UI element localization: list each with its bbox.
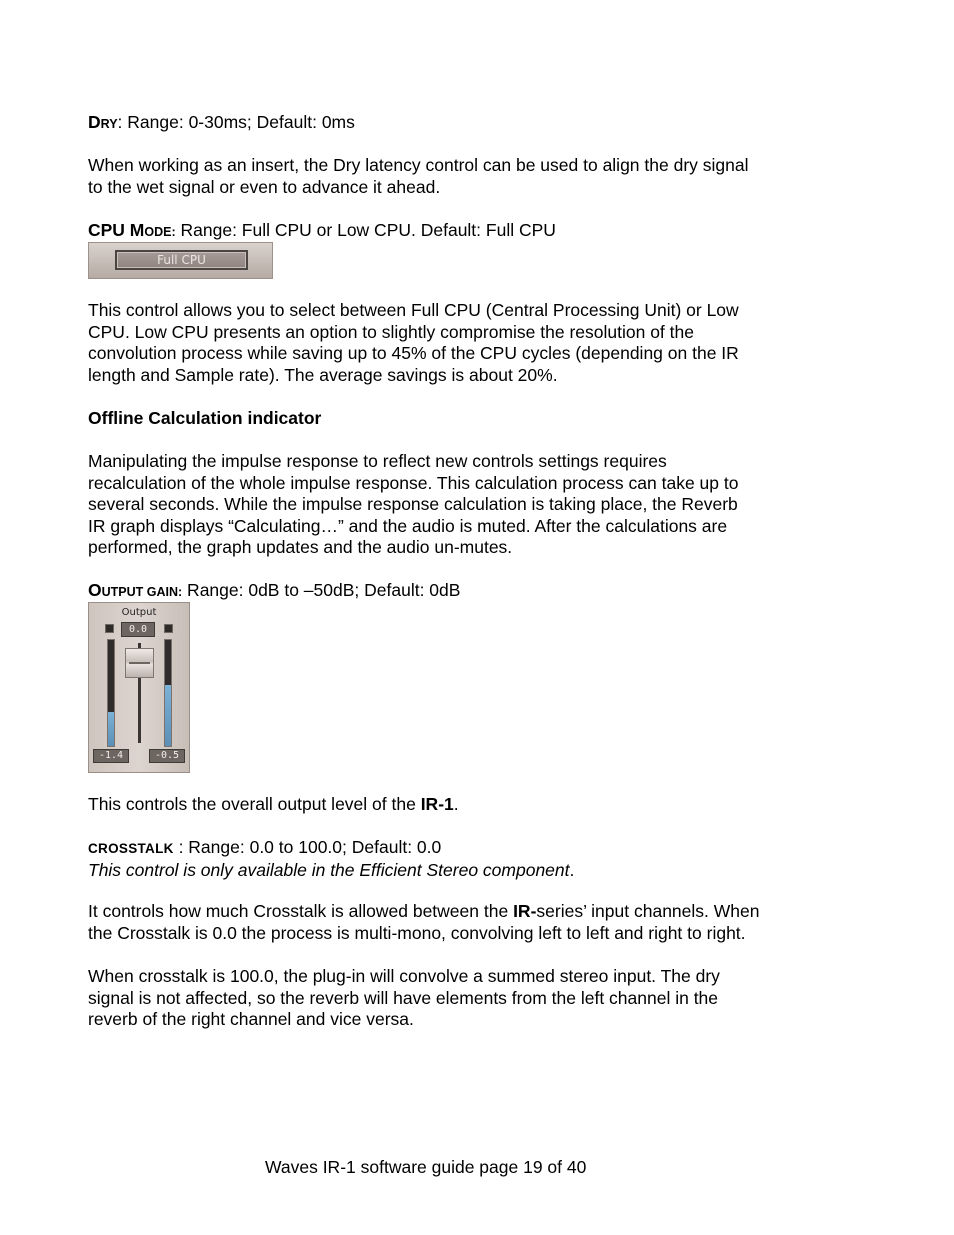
cpu-mode-range: Range: Full CPU or Low CPU. Default: Full CPU <box>175 220 556 240</box>
cpu-mode-heading-b: ODE: <box>144 225 176 239</box>
output-desc-bold: IR-1 <box>420 794 454 814</box>
right-meter-fill <box>165 685 171 746</box>
output-desc-pre: This controls the overall output level of the <box>88 794 421 814</box>
crosstalk-desc1-pre: It controls how much Crosstalk is allowed between the <box>88 901 514 921</box>
crosstalk-desc2-line: signal is not affected, so the reverb will have elements from the left channel in the <box>88 987 719 1008</box>
offline-desc-line: recalculation of the whole impulse response. This calculation process can take up to <box>88 472 739 493</box>
right-level-meter <box>164 639 172 747</box>
cpu-desc-line: length and Sample rate). The average savings is about 20%. <box>88 364 558 385</box>
output-gain-range: Range: 0dB to –50dB; Default: 0dB <box>182 580 461 600</box>
cpu-desc-line: convolution process while saving up to 45% of the CPU cycles (depending on the IR <box>88 343 739 363</box>
left-level-meter <box>107 639 115 747</box>
cpu-mode-control-image <box>88 242 273 279</box>
dry-desc-line-1: When working as an insert, the Dry latency control can be used to align the dry signal <box>88 155 749 175</box>
left-meter-fill <box>108 712 114 746</box>
right-clip-indicator[interactable] <box>164 624 173 633</box>
cpu-mode-heading-line <box>88 220 818 244</box>
crosstalk-desc1-post: series’ input channels. When <box>536 901 760 921</box>
crosstalk-desc2-line: reverb of the right channel and vice versa. <box>88 1009 414 1029</box>
crosstalk-range: : Range: 0.0 to 100.0; Default: 0.0 <box>173 837 442 857</box>
cpu-desc-line: This control allows you to select between Full CPU (Central Processing Unit) or Low <box>88 300 739 320</box>
dry-description <box>88 155 818 198</box>
crosstalk-description-1 <box>88 901 818 944</box>
crosstalk-heading-line <box>88 837 818 881</box>
crosstalk-note-end: . <box>569 859 575 880</box>
output-gain-heading-line <box>88 580 818 604</box>
cpu-mode-button[interactable]: Full CPU <box>115 250 248 270</box>
crosstalk-desc1-bold: IR- <box>513 901 537 921</box>
left-peak-readout[interactable]: -1.4 <box>93 749 129 763</box>
offline-description <box>88 451 818 559</box>
dry-desc-line-2: to the wet signal or even to advance it ahead. <box>88 176 441 197</box>
crosstalk-heading: CROSSTALK <box>88 841 174 856</box>
footer-text: Waves IR-1 software guide page 19 of 40 <box>265 1157 587 1177</box>
offline-heading-text: Offline Calculation indicator <box>88 408 322 428</box>
crosstalk-note: This control is only available in the Efficient Stereo component <box>88 859 570 880</box>
crosstalk-desc1-line2: the Crosstalk is 0.0 the process is multi-mono, convolving left to left and right to right. <box>88 922 746 943</box>
output-gain-heading-first: O <box>88 580 102 600</box>
offline-desc-line: IR graph displays “Calculating…” and the audio is muted. After the calculations are <box>88 515 728 536</box>
dry-heading-line <box>88 112 818 136</box>
output-gain-heading-rest: UTPUT GAIN: <box>101 585 183 599</box>
crosstalk-desc2-line: When crosstalk is 100.0, the plug-in will convolve a summed stereo input. The dry <box>88 966 720 986</box>
offline-desc-line: performed, the graph updates and the audio un-mutes. <box>88 537 513 557</box>
cpu-desc-line: CPU. Low CPU presents an option to slightly compromise the resolution of the <box>88 321 694 342</box>
dry-heading-rest: RY <box>100 117 118 131</box>
output-value-display: 0.0 <box>121 622 155 637</box>
dry-range: : Range: 0-30ms; Default: 0ms <box>117 112 355 132</box>
left-clip-indicator[interactable] <box>105 624 114 633</box>
offline-desc-line: Manipulating the impulse response to reflect new controls settings requires <box>88 451 667 471</box>
output-desc-post: . <box>453 794 459 814</box>
offline-desc-line: several seconds. While the impulse response calculation is taking place, the Reverb <box>88 494 738 514</box>
output-gain-description <box>88 794 818 816</box>
output-fader-handle[interactable] <box>125 648 154 678</box>
output-gain-widget <box>88 602 190 773</box>
offline-heading <box>88 408 818 430</box>
crosstalk-description-2 <box>88 966 818 1031</box>
dry-heading-first: D <box>88 112 101 132</box>
cpu-mode-description <box>88 300 818 386</box>
output-widget-title: Output <box>121 607 157 618</box>
cpu-mode-heading-a: CPU M <box>88 220 145 240</box>
right-peak-readout[interactable]: -0.5 <box>149 749 185 763</box>
